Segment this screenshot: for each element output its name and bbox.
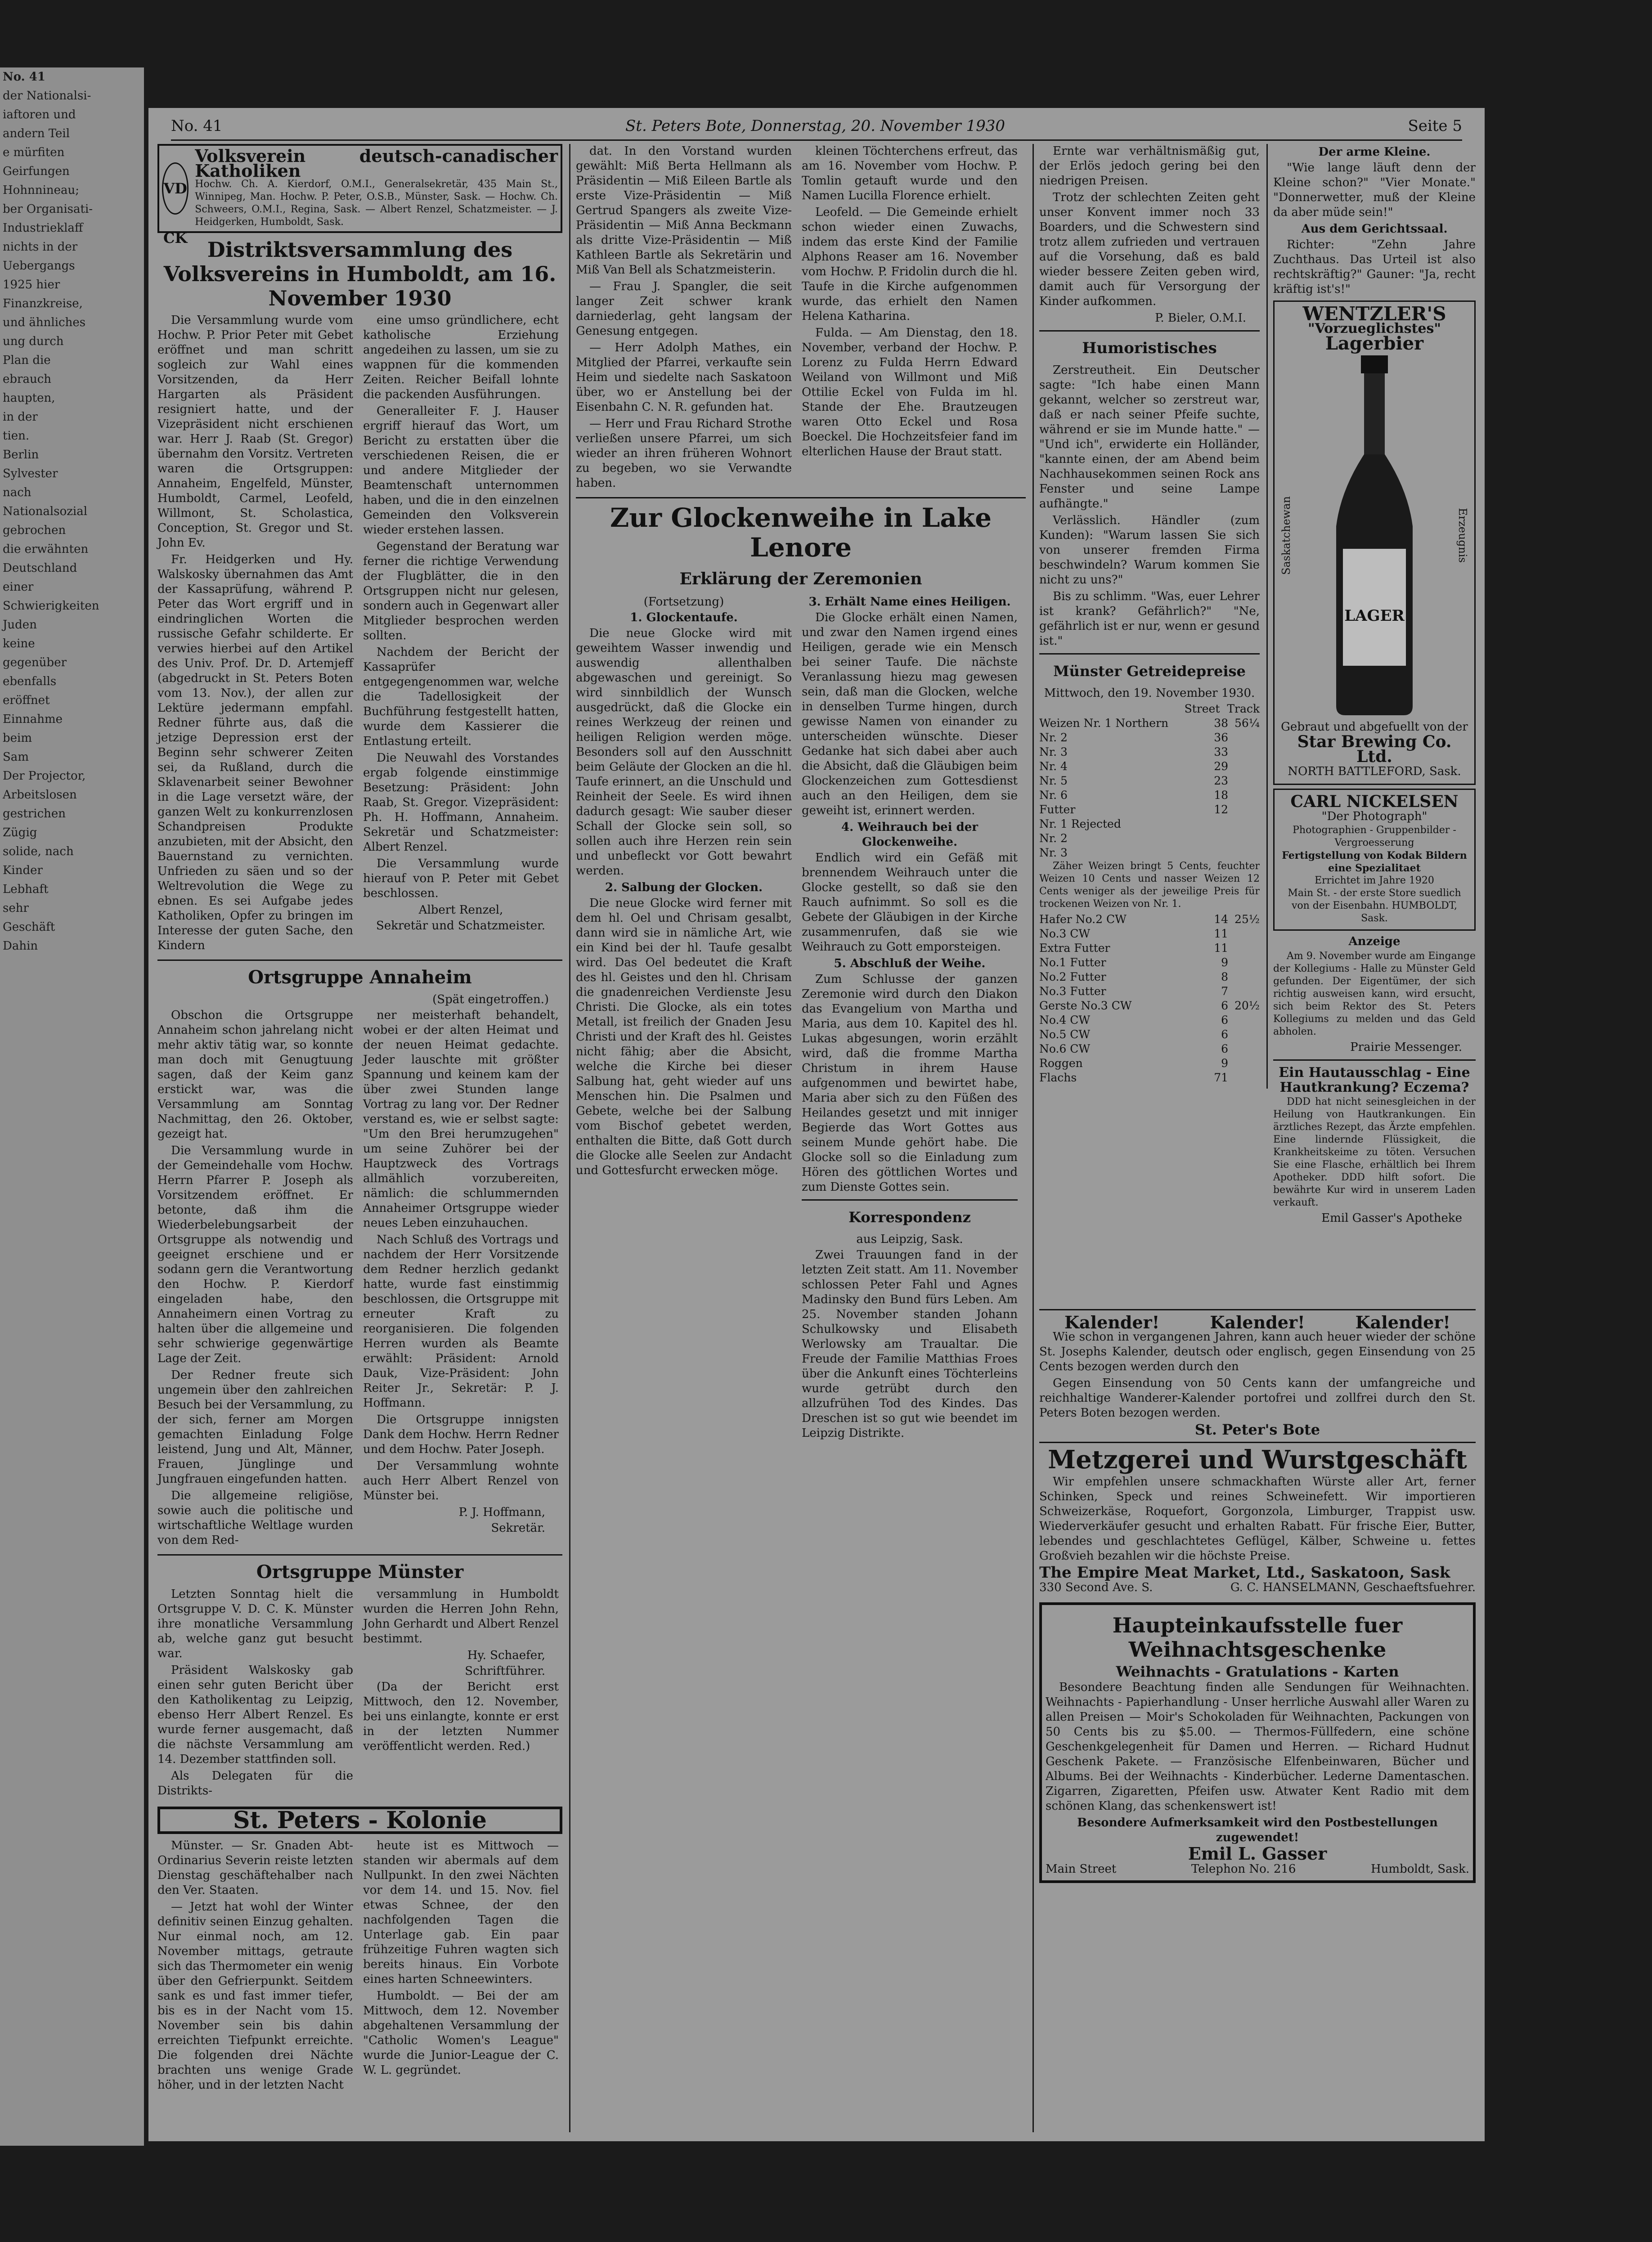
price-row — [1039, 716, 1260, 731]
price-street: 9 — [1221, 956, 1228, 969]
kolonie-para: Humboldt. — Bei der am Mittwoch, dem 12. November abgehaltenen Versammlung der "Catholic Women's League" wurde die Junior-League der C. W. L. gegründet. — [363, 1989, 559, 2077]
section-heading: 5. Abschluß der Weihe. — [834, 957, 986, 970]
price-street: 8 — [1221, 970, 1228, 983]
news-para: Ernte war verhältnismäßig gut, der Erlös jedoch gering bei den niedrigen Preisen. — [1039, 144, 1260, 188]
price-street: 14 — [1214, 913, 1228, 926]
muenster-para: versammlung in Humboldt wurden die Herren John Rehn, John Gerhardt und Albert Renzel bestimmt. — [363, 1587, 559, 1646]
left-page-line: andern Teil — [3, 127, 70, 140]
left-page-line: einer — [3, 580, 34, 594]
price-street: 6 — [1221, 1042, 1228, 1055]
kolonie-right — [363, 1838, 559, 2094]
metzgerei-owner: G. C. HANSELMANN, Geschaeftsfuehrer. — [1230, 1581, 1476, 1594]
annaheim-para: Nach Schluß des Vortrags und nachdem der Herr Vorsitzende dem Redner herzlich gedankt hatte, wurde fast einstimmig beschlossen, die Ortsgruppe mit erneuter Kraft zu reorganisieren. Die folgenden Herren wurden als Beamte erwählt: Präsident: Arnold Dauk, Vize-Präsident: John Reiter Jr., Sekretär: P. J. Hoffmann. — [363, 1233, 559, 1410]
price-row — [1039, 1027, 1260, 1042]
kleine-title: Der arme Kleine. — [1318, 145, 1431, 159]
price-row — [1039, 999, 1260, 1013]
getreide-title: Münster Getreidepreise — [1053, 663, 1246, 680]
annaheim-right — [363, 1008, 559, 1550]
price-row — [1039, 984, 1260, 999]
col2-news — [576, 144, 792, 493]
left-page-line: in der — [3, 410, 38, 424]
price-label: Futter — [1039, 803, 1076, 816]
price-row — [1039, 745, 1260, 759]
gasser-ad — [1039, 1602, 1476, 1883]
col3-news — [802, 144, 1018, 493]
annaheim-para: Die Versammlung wurde in der Gemeindehalle vom Hochw. Herrn Pfarrer P. Joseph als Vorsitzendem eröffnet. Er betonte, daß ihm die Wiederbelebungsarbeit der Ortsgruppe als notwendig und geeignet erschiene und er sodann gern die Verantwortung den Hochw. P. Kierdorf eingeladen habe, den Annaheimern einen Vortrag zu halten über die allgemeine und sehr schwierige gegenwärtige Lage der Zeit. — [157, 1144, 353, 1365]
price-header — [1039, 702, 1260, 716]
price-label: Nr. 3 — [1039, 745, 1068, 758]
section-heading: 4. Weihrauch bei der Glockenweihe. — [841, 821, 978, 849]
annaheim-title: Ortsgruppe Annaheim — [248, 967, 472, 988]
gasser-sub: Weihnachts - Gratulations - Karten — [1116, 1663, 1399, 1680]
kolonie-banner: St. Peters - Kolonie — [233, 1807, 487, 1834]
annaheim-para: Die allgemeine religiöse, sowie auch die politische und wirtschaftliche Weltlage wurden von dem Red- — [157, 1489, 353, 1547]
kolonie-left — [157, 1838, 353, 2094]
gasser-text: Besondere Beachtung finden alle Sendungen für Weihnachten. Weihnachts - Papierhandlung - Unser herrliche Auswahl aller Waren zu allen Preisen — Moir's Schokoladen für Weihnachten, Packungen von 50 Cents bis zu $5.00. — Thermos-Füllfedern, eine schöne Geschenkgelegenheit für Damen und Herren. — Richard Hudnut Geschenk Pakete. — Französische Elfenbeinwaren, Bücher und Albums. Bei der Weihnachts - Kinderbücher. Lederne Damentaschen. Zigarren, Zigaretten, Pfeifen usw. Atwater Kent Radio mit dem schönen Klang, das schenkenswert ist! — [1046, 1681, 1469, 1813]
price-street: 23 — [1214, 774, 1228, 787]
left-page-line: Berlin — [3, 448, 39, 462]
wentzler-tagline: "Vorzueglichstes" — [1307, 321, 1441, 336]
price-track: 56¼ — [1234, 717, 1260, 730]
gasser-footer — [1046, 1862, 1469, 1877]
price-row — [1039, 912, 1260, 927]
left-page-line: nichts in der — [3, 240, 78, 254]
news-para: Fulda. — Am Dienstag, den 18. November, verband der Hochw. P. Lorenz zu Fulda Herrn Edward Weiland von Willmont und Miß Ottilie Eckel von Fulda im hl. Stande der Ehe. Brautzeugen waren Otto Eckel und Rosa Boeckel. Die Hochzeitsfeier fand im elterlichen Hause der Braut statt. — [802, 326, 1018, 458]
price-label: Nr. 1 Rejected — [1039, 817, 1121, 830]
news-para: — Herr und Frau Richard Strothe verließen unsere Pfarrei, um sich wieder an ihren früheren Wohnort zu begeben, wo sie Verwandte haben. — [576, 417, 792, 490]
volksverein-emblem: VD CK — [162, 162, 189, 215]
gasser-city: Humboldt, Sask. — [1371, 1862, 1469, 1876]
distrikt-para: Generalleiter F. J. Hauser ergriff hierauf das Wort, um Bericht zu erstatten über die verschiedenen Reisen, die er und andere Mitglieder der Beamtenschaft unternommen haben, und die in den einzelnen Gemeinden den Volksverein wieder erstehen lassen. — [363, 404, 559, 537]
muenster-left — [157, 1587, 353, 1800]
price-row — [1039, 774, 1260, 788]
signature: Sekretär. — [491, 1521, 545, 1535]
volksverein-box — [157, 144, 562, 247]
distrikt-title: Distriktsversammlung des Volksvereins in Humboldt, am 16. November 1930 — [163, 238, 557, 310]
price-label: No.2 Futter — [1039, 970, 1106, 983]
glocken-para: Die neue Glocke wird ferner mit dem hl. Oel und Chrisam gesalbt, dann wird sie in nämliche Art, wie ein Kind bei der hl. Taufe gesalbt wird. Das Oel bedeutet die Kraft des hl. Geistes und den hl. Chrisam die gnadenreichen Verdienste Jesu Christi. Die Glocke, als ein totes Metall, ist freilich der Gnaden Jesu Christi und der Kraft des hl. Geistes nicht fähig; aber die Absicht, welche die Kirche bei dieser Salbung hat, geht wieder auf uns Menschen hin. Die Psalmen und Gebete, welche bei der Salbung vom Bischof gebetet werden, enthalten die Bitte, daß Gott durch die Glocke alle Seelen zur Andacht und Gottesfurcht erwecken möge. — [576, 897, 792, 1177]
left-page-line: Dahin — [3, 939, 38, 953]
page-header — [171, 112, 1462, 141]
news-para: kleinen Töchterchens erfreut, das am 16. November vom Hochw. P. Tomlin getauft wurde und den Namen Lucilla Florence erhielt. — [802, 144, 1018, 202]
annaheim-para: Der Redner freute sich ungemein über den zahlreichen Besuch bei der Versammlung, zu der sich, ferner am Morgen gemachten Einladung Folge leistend, Jung und Alt, Männer, Frauen, Jünglinge und Jungfrauen eingefunden hatten. — [157, 1368, 353, 1486]
price-row — [1039, 955, 1260, 970]
price-row — [1039, 803, 1260, 817]
kleine-text: "Wie lange läuft denn der Kleine schon?" "Vier Monate." "Donnerwetter, muß der Kleine da aber müde sein!" — [1273, 161, 1476, 219]
left-page-line: Deutschland — [3, 561, 77, 575]
muenster-right — [363, 1587, 559, 1800]
kalender-text: Wie schon in vergangenen Jahren, kann auch heuer wieder der schöne St. Josephs Kalender, deutsch oder englisch, gegen Einsendung von 25 Cents bezogen werden durch den — [1039, 1330, 1476, 1373]
section-heading: 2. Salbung der Glocken. — [605, 881, 763, 894]
distrikt-left — [157, 313, 353, 955]
left-page-line: gebrochen — [3, 524, 66, 537]
price-label: No.3 CW — [1039, 927, 1091, 940]
kalender-sig: St. Peter's Bote — [1194, 1421, 1320, 1438]
left-page-line: und ähnliches — [3, 316, 86, 329]
eczema-sig: Emil Gasser's Apotheke — [1321, 1211, 1462, 1225]
price-table — [1039, 716, 1260, 860]
masthead-date: St. Peters Bote, Donnerstag, 20. November 1930 — [625, 117, 1005, 135]
nickelsen-services: Photographien - Gruppenbilder - Vergroesserung — [1293, 825, 1456, 848]
price-label: Hafer No.2 CW — [1039, 913, 1127, 926]
price-street: 6 — [1221, 1013, 1228, 1027]
wentzler-product: Lagerbier — [1325, 333, 1424, 354]
glocken-para: Zum Schlusse der ganzen Zeremonie wird durch den Diakon das Evangelium von Martha und Maria, aus dem 10. Kapitel des hl. Lukas abgesungen, worin erzählt wird, daß die fromme Martha Christum in ihrem Hause aufgenommen und bewirtet habe, Maria aber sich zu den Füßen des Heilandes gesetzt und mit inniger Begierde das Wort Gottes aus seinem Munde gehört habe. Die Glocke soll so die Einladung zum Hören des göttlichen Wortes und zum Dienste Gottes sein. — [802, 973, 1018, 1194]
lower-right-ads — [1039, 1305, 1476, 1883]
price-label: Flachs — [1039, 1071, 1077, 1084]
left-page-line: Arbeitslosen — [3, 788, 77, 802]
price-label: No.4 CW — [1039, 1013, 1091, 1027]
distrikt-para: Die Versammlung wurde vom Hochw. P. Prior Peter mit Gebet eröffnet und man schritt sogleich zur Wahl eines Vorsitzenden, da Herr Hargarten als Präsident resigniert hatte, und der Vizepräsident nicht erschienen war. Herr J. Raab (St. Gregor) übernahm den Vorsitz. Vertreten waren die Ortsgruppen: Annaheim, Engelfeld, Münster, Humboldt, Carmel, Leofeld, Willmont, St. Scholastica, Conception, St. Gregor und St. John Ev. — [157, 314, 353, 550]
left-page-line: Sylvester — [3, 467, 58, 480]
wentzler-side-right: Erzeugnis — [1456, 507, 1469, 563]
left-page-line: e mürfiten — [3, 146, 65, 159]
wentzler-ad — [1273, 300, 1476, 785]
price-street: 9 — [1221, 1057, 1228, 1070]
price-row — [1039, 970, 1260, 984]
price-row — [1039, 1071, 1260, 1085]
glocken-fortsetzung: (Fortsetzung) — [643, 595, 724, 609]
distrikt-para: Die Versammlung wurde hierauf von P. Peter mit Gebet beschlossen. — [363, 857, 559, 900]
distrikt-right — [363, 313, 559, 955]
left-page-line: Einnahme — [3, 713, 63, 726]
nickelsen-address: Main St. - der erste Store suedlich von der Eisenbahn. HUMBOLDT, Sask. — [1288, 888, 1461, 924]
price-street: 11 — [1214, 942, 1228, 955]
left-page-line: Juden — [3, 618, 37, 632]
left-page-line: Industrieklaff — [3, 221, 83, 235]
kalender-title — [1039, 1312, 1476, 1332]
anzeige-title: Anzeige — [1348, 935, 1401, 948]
nickelsen-kodak: Fertigstellung von Kodak Bildern eine Spezialitaet — [1282, 850, 1467, 874]
price-street: 29 — [1214, 760, 1228, 773]
signature: Sekretär und Schatzmeister. — [376, 919, 545, 933]
left-page-line: Finanzkreise, — [3, 297, 83, 310]
gericht-title: Aus dem Gerichtssaal. — [1301, 222, 1448, 236]
left-page-line: tien. — [3, 429, 30, 443]
humor-item: Bis zu schlimm. "Was, euer Lehrer ist krank? Gefährlich?" "Ne, gefährlich ist er nur, wenn er gesund ist." — [1039, 590, 1260, 648]
price-table-2 — [1039, 912, 1260, 1085]
left-page-line: Geschäft — [3, 920, 55, 934]
left-page-line: iaftoren und — [3, 108, 76, 121]
left-page-line: Lebhaft — [3, 883, 49, 896]
annaheim-para: ner meisterhaft behandelt, wobei er der alten Heimat und der neuen Heimat gedachte. Jeder lauschte mit größter Spannung und keinem kam der über zwei Stunden lange Vortrag zu lang vor. Der Redner verstand es, wie er selbst sagte: "Um den Brei herumzugehen" um seine Zuhörer bei der Hauptzweck des Vortrags allmählich vorzubereiten, nämlich: die schlummernden Annaheimer Ortsgruppe wieder neues Leben einzuhauchen. — [363, 1009, 559, 1230]
kalender-word: Kalender! — [1064, 1312, 1160, 1332]
annaheim-para: Obschon die Ortsgruppe Annaheim schon jahrelang nicht mehr aktiv tätig war, so konnte man doch mit Genugtuung sagen, daß der Keim ganz erstickt war, was die Versammlung am Sonntag Nachmittag, den 26. Oktober, gezeigt hat. — [157, 1009, 353, 1141]
kalender-word: Kalender! — [1210, 1312, 1305, 1332]
price-label: Nr. 2 — [1039, 832, 1068, 845]
issue-number: No. 41 — [171, 117, 223, 135]
price-label: Nr. 3 — [1039, 846, 1068, 859]
left-page-line: die erwähnten — [3, 543, 89, 556]
korrespondenz-title: Korrespondenz — [848, 1209, 971, 1226]
wentzler-maker3: NORTH BATTLEFORD, Sask. — [1288, 765, 1461, 778]
left-page-line: beim — [3, 731, 32, 745]
left-page-line: gegenüber — [3, 656, 67, 669]
price-street: 11 — [1214, 927, 1228, 940]
gasser-name: Emil L. Gasser — [1188, 1843, 1327, 1864]
price-row — [1039, 927, 1260, 941]
left-page-line: eröffnet — [3, 694, 50, 707]
price-street: 18 — [1214, 789, 1228, 802]
muenster-title: Ortsgruppe Münster — [256, 1561, 464, 1583]
kolonie-banner-box — [157, 1807, 562, 1834]
price-street: 7 — [1221, 985, 1228, 998]
bottle-label: LAGER — [1344, 607, 1405, 625]
anzeige-text: Am 9. November wurde am Eingange der Kollegiums - Halle zu Münster Geld gefunden. Der Eigentümer, der sich richtig ausweisen kann, wird ersucht, sich beim Rektor des St. Peters Kollegiums zu melden und das Geld abholen. — [1273, 951, 1476, 1037]
annaheim-para: Der Versammlung wohnte auch Herr Albert Renzel von Münster bei. — [363, 1459, 559, 1502]
left-page-fragment — [0, 67, 144, 2146]
price-label: No.5 CW — [1039, 1028, 1091, 1041]
glocken-left — [576, 594, 792, 1443]
getreide-note: Zäher Weizen bringt 5 Cents, feuchter Weizen 10 Cents und nasser Weizen 12 Cents weniger als der jeweilige Preis für trockenen Weizen von Nr. 1. — [1039, 861, 1260, 910]
price-label: Gerste No.3 CW — [1039, 999, 1132, 1012]
left-page-line: Hohnnineau; — [3, 184, 80, 197]
signature: Albert Renzel, — [418, 903, 503, 917]
price-row — [1039, 831, 1260, 846]
humor-item: Zerstreutheit. Ein Deutscher sagte: "Ich habe einen Mann gekannt, welcher so zerstreut war, daß er nach seiner Pfeife suchte, während er sie im Munde hatte." — "Und ich", erwiderte ein Holländer, "kannte einen, der am Abend beim Nachhausekommen seinen Rock ans Fenster und seine Lampe aufhängte." — [1039, 363, 1260, 511]
left-page-line: Zügig — [3, 826, 37, 839]
left-page-line: der Nationalsi- — [3, 89, 91, 103]
gasser-note: Besondere Aufmerksamkeit wird den Postbestellungen zugewendet! — [1077, 1816, 1438, 1844]
glocken-right — [802, 594, 1018, 1443]
glocken-title: Zur Glockenweihe in Lake Lenore — [610, 502, 992, 563]
left-page-line: sehr — [3, 901, 29, 915]
price-label: Roggen — [1039, 1057, 1083, 1070]
left-page-line: Uebergangs — [3, 259, 75, 273]
left-page-line: Kinder — [3, 864, 43, 877]
editor-note: (Da der Bericht erst Mittwoch, den 12. November, bei uns einlangte, konnte er erst in der letzten Nummer veröffentlicht werden. Red.) — [363, 1680, 559, 1753]
humor-item: Verlässlich. Händler (zum Kunden): "Warum lassen Sie sich von unserer fremden Firma beschwindeln? Warum kommen Sie nicht zu uns?" — [1039, 514, 1260, 587]
column-6 — [1273, 144, 1476, 1227]
price-street: 6 — [1221, 1028, 1228, 1041]
getreide-date: Mittwoch, den 19. November 1930. — [1044, 686, 1255, 700]
price-track: 20½ — [1234, 999, 1260, 1012]
left-page-line: Der Projector, — [3, 769, 86, 783]
col-street: Street — [1184, 702, 1220, 715]
column-1 — [157, 144, 562, 2094]
column-rule — [1032, 144, 1034, 2132]
price-label: Nr. 6 — [1039, 789, 1068, 802]
left-page-line: nach — [3, 486, 31, 499]
col-track: Track — [1227, 702, 1260, 715]
gericht-text: Richter: "Zehn Jahre Zuchthaus. Das Urteil ist also rechtskräftig?" Gauner: "Ja, recht kräftig ist's!" — [1273, 238, 1476, 296]
price-row — [1039, 941, 1260, 955]
nickelsen-ad — [1273, 789, 1476, 931]
left-page-line: Schwierigkeiten — [3, 599, 99, 613]
price-street: 12 — [1214, 803, 1228, 816]
left-page-line: ebenfalls — [3, 675, 57, 688]
glocken-subtitle: Erklärung der Zeremonien — [679, 569, 922, 588]
korrespondenz-para: Zwei Trauungen fand in der letzten Zeit statt. Am 11. November schlossen Peter Fahl und Agnes Madinsky den Bund fürs Leben. Am 25. November standen Johann Schulkowsky und Elisabeth Werlowsky am Traualtar. Die Freude der Familie Matthias Froes über die Ankunft eines Töchterleins wurde getrübt durch den allzufrühen Tod des Kindes. Das Dreschen ist so gut wie beendet im Leipzig Distrikte. — [802, 1248, 1018, 1440]
section-heading: 1. Glockentaufe. — [630, 611, 738, 624]
left-page-line: haupten, — [3, 391, 55, 405]
metzgerei-company: The Empire Meat Market, Ltd., Saskatoon, Sask — [1039, 1564, 1450, 1582]
metzgerei-footer — [1039, 1580, 1476, 1595]
gasser-tel: Telephon No. 216 — [1191, 1862, 1296, 1876]
distrikt-para: Die Neuwahl des Vorstandes ergab folgende einstimmige Besetzung: Präsident: John Raab, St. Gregor. Vizepräsident: Ph. H. Hoffmann, Annaheim. Sekretär und Schatzmeister: Albert Renzel. — [363, 751, 559, 854]
price-label: Nr. 4 — [1039, 760, 1068, 773]
price-row — [1039, 1013, 1260, 1027]
left-page-line: keine — [3, 637, 35, 650]
muenster-para: Als Delegaten für die Distrikts- — [157, 1769, 353, 1798]
price-label: No.1 Futter — [1039, 956, 1106, 969]
distrikt-para: Fr. Heidgerken und Hy. Walskosky übernahmen das Amt der Kassaprüfung, während P. Peter das Wort ergriff und in eindringlichen Worten die russische Gefahr schilderte. Er verwies hierbei auf den Artikel des Univ. Prof. Dr. D. Artemjeff (abgedruckt in St. Peters Boten vom 13. Nov.), der allen zur Lektüre jedermann empfahl. Redner führte aus, daß die jetzige Depression erst der Beginn sehr schwerer Zeiten sei, da Rußland, durch die Sklavenarbeit seiner Bewohner in die Lage versetzt wäre, der ganzen Welt zu konkurrenzlosen Schandpreisen Produkte anzubieten, mit der Absicht, den Bauernstand zu vernichten. Unfrieden zu säen und so der Weltrevolution die Wege zu ebnen. Es sei Aufgabe jedes Katholiken, Opfer zu bringen im Interesse der guten Sache, den Kindern — [157, 553, 353, 952]
signature: Hy. Schaefer, — [467, 1649, 545, 1662]
glocken-para: Die Glocke erhält einen Namen, und zwar den Namen irgend eines Heiligen, gerade wie ein Mensch bei seiner Taufe. Die nächste Veranlassung hiezu mag gewesen sein, daß man die Glocken, welche in denselben Turme hingen, durch gewisse Namen von einander zu unterscheiden wünschte. Dieser Gedanke hat sich dabei aber auch die Absicht, daß die Gläubigen beim Glockenzeichen zum Gottesdienst auch an den Heiligen, dem sie geweiht ist, erinnert werden. — [802, 611, 1018, 817]
signature: Schriftführer. — [465, 1664, 545, 1678]
left-page-line: Nationalsozial — [3, 505, 88, 518]
volksverein-title: Volksverein deutsch-canadischer Katholiken — [195, 146, 558, 181]
price-row — [1039, 1056, 1260, 1071]
muenster-para: Letzten Sonntag hielt die Ortsgruppe V. D. C. K. Münster ihre monatliche Versammlung ab, welche ganz gut besucht war. — [157, 1587, 353, 1660]
left-page-line: ung durch — [3, 335, 64, 348]
distrikt-para: Gegenstand der Beratung war ferner die richtige Verwendung der Flugblätter, die in den Ortsgruppen nicht nur gelesen, sondern auch in Gegenwart aller Mitglieder besprochen werden sollten. — [363, 540, 559, 642]
kalender-word: Kalender! — [1355, 1312, 1450, 1332]
muenster-para: Präsident Walskosky gab einen sehr guten Bericht über den Katholikentag zu Leipzig, ebenso Herr Albert Renzel. Es wurde ferner ausgemacht, daß die nächste Versammlung am 14. Dezember stattfinden soll. — [157, 1664, 353, 1766]
news-para: — Herr Adolph Mathes, ein Mitglied der Pfarrei, verkaufte sein Heim und siedelte nach Saskatoon über, wo er Anstellung bei der Eisenbahn C. N. R. gefunden hat. — [576, 341, 792, 414]
metzgerei-addr: 330 Second Ave. S. — [1039, 1581, 1153, 1594]
column-rule — [569, 144, 570, 2132]
left-page-line: Geirfungen — [3, 165, 70, 178]
glocken-para: Die neue Glocke wird mit geweihtem Wasser inwendig und auswendig allenthalben abgewaschen und gereinigt. So wird sinnbildlich der Wunsch ausgedrückt, daß die Glocke ein reines Werkzeug der reinen und heiligen Religion werden möge. Besonders soll auf den Ausschnitt beim Geläute der Glocken an die hl. Taufe erinnert, an die Unschuld und Reinheit der Seele. Es wird ihnen dadurch gesagt: Wie sauber dieser Schall der Glocke sein soll, so sollen auch ihre Herzen rein sein und unbefleckt vor Gott bewahrt werden. — [576, 627, 792, 878]
left-page-line: Plan die — [3, 354, 51, 367]
column-middle — [576, 144, 1026, 1443]
beer-bottle-icon — [1323, 355, 1426, 715]
left-page-line: 1925 hier — [3, 278, 60, 291]
price-street: 71 — [1214, 1071, 1228, 1084]
price-label: Weizen Nr. 1 Northern — [1039, 717, 1169, 730]
gasser-title: Haupteinkaufsstelle fuer Weihnachtsgeschenke — [1112, 1613, 1403, 1662]
eczema-text: DDD hat nicht seinesgleichen in der Heilung von Hautkrankungen. Ein ärztliches Rezept, das Ärzte empfehlen. Eine lindernde Flüssigkeit, die Krankheitskeime zu töten. Versuchen Sie eine Flasche, erhältlich bei Ihrem Apotheker. DDD hilft sofort. Die bewährte Kur wird in unserem Laden verkauft. — [1273, 1096, 1476, 1208]
news-para: Trotz der schlechten Zeiten geht unser Konvent immer noch 33 Boarders, und die Schwestern sind trotz allem zufrieden und vertrauen auf die Vorsehung, daß es bald wieder bessere Zeiten geben wird, damit auch für Versorgung der Kinder aufkommen. — [1039, 191, 1260, 308]
price-label: Nr. 5 — [1039, 774, 1068, 787]
price-label: Nr. 2 — [1039, 731, 1068, 744]
news-para: dat. In den Vorstand wurden gewählt: Miß Berta Hellmann als Präsidentin — Miß Eileen Bartle als erste Vize-Präsidentin — Miß Gertrud Spangers als zweite Vize-Präsidentin — Miß Anna Beckmann als dritte Vize-Präsidentin — Miß Kathleen Bartle als Sekretärin und Miß Van Bell als Schatzmeisterin. — [576, 144, 792, 277]
price-street: 33 — [1214, 745, 1228, 758]
signature: P. Bieler, O.M.I. — [1155, 311, 1246, 325]
nickelsen-since: Errichtet im Jahre 1920 — [1315, 875, 1434, 886]
column-rule — [1266, 144, 1268, 1089]
price-street: 6 — [1221, 999, 1228, 1012]
signature: P. J. Hoffmann, — [458, 1506, 545, 1519]
annaheim-subtitle: (Spät eingetroffen.) — [432, 993, 549, 1006]
news-para: — Frau J. Spangler, die seit langer Zeit schwer krank darniederlag, geht langsam der Genesung entgegen. — [576, 280, 792, 338]
left-page-line: ber Organisati- — [3, 202, 93, 216]
price-row — [1039, 817, 1260, 831]
left-page-line: Sam — [3, 750, 29, 764]
korrespondenz-place: aus Leipzig, Sask. — [856, 1233, 963, 1246]
metzgerei-title: Metzgerei und Wurstgeschäft — [1048, 1445, 1467, 1475]
anzeige-sig: Prairie Messenger. — [1350, 1040, 1462, 1054]
annaheim-para: Die Ortsgruppe innigsten Dank dem Hochw. Herrn Redner und dem Hochw. Pater Joseph. — [363, 1413, 559, 1456]
wentzler-maker1: Gebraut und abgefuellt von der — [1281, 720, 1468, 734]
news-para: Leofeld. — Die Gemeinde erhielt schon wieder einen Zuwachs, indem das erste Kind der Familie Alphons Reaser am 16. November vom Hochw. P. Fridolin durch die hl. Taufe in die Kirche aufgenommen wurde, das erhielt den Namen Helena Katharina. — [802, 206, 1018, 323]
wentzler-side-left: Saskatchewan — [1280, 496, 1293, 575]
distrikt-para: Nachdem der Bericht der Kassaprüfer entgegengenommen war, welche die Tadellosigkeit der Buchführung festgestellt hatten, wurde dem Kassierer die Entlastung erteilt. — [363, 646, 559, 748]
left-page-lines — [0, 86, 144, 955]
price-row — [1039, 1042, 1260, 1056]
price-label: Extra Futter — [1039, 942, 1110, 955]
annaheim-left — [157, 1008, 353, 1550]
price-row — [1039, 731, 1260, 745]
left-page-line: gestrichen — [3, 807, 66, 821]
price-row — [1039, 788, 1260, 803]
kalender-text: Gegen Einsendung von 50 Cents kann der umfangreiche und reichhaltige Wanderer-Kalender portofrei und zollfrei durch den St. Peters Boten bezogen werden. — [1039, 1377, 1476, 1420]
price-street: 36 — [1214, 731, 1228, 744]
price-row — [1039, 846, 1260, 860]
wentzler-brand: WENTZLER'S — [1302, 303, 1446, 325]
left-page-line: ebrauch — [3, 372, 52, 386]
glocken-para: Endlich wird ein Gefäß mit brennendem Weihrauch unter die Glocke gestellt, so daß sie den Rauch aufnimmt. So soll es die Gebete der Gläubigen in der Kirche zusammenrufen, daß sie wie Weihrauch zu Gott emporsteigen. — [802, 851, 1018, 954]
kolonie-para: Münster. — Sr. Gnaden Abt-Ordinarius Severin reiste letzten Dienstag geschäftehalber nach den Ver. Staaten. — [157, 1839, 353, 1897]
left-page-line: solide, nach — [3, 845, 74, 858]
newspaper-page — [148, 108, 1485, 2141]
volksverein-officers: Hochw. Ch. A. Kierdorf, O.M.I., Generalsekretär, 435 Main St., Winnipeg, Man. Hochw. P. Peter, O.S.B., Münster, Sask. — Hochw. Ch. Schweers, O.M.I., Regina, Sask. — Albert Renzel, Schatzmeister. — J. Heidgerken, Humboldt, Sask. — [195, 179, 558, 228]
distrikt-para: eine umso gründlichere, echt katholische Erziehung angedeihen zu lassen, um sie zu wappnen für die kommenden Zeiten. Reicher Beifall lohnte die packenden Ausführungen. — [363, 314, 559, 401]
wentzler-maker2: Star Brewing Co. Ltd. — [1297, 732, 1452, 766]
kolonie-para: — Jetzt hat wohl der Winter definitiv seinen Einzug gehalten. Nur einmal noch, am 12. November mittags, getraute sich das Thermometer ein wenig über den Gefrierpunkt. Seitdem sank es und fast immer tiefer, bis es in der Nacht vom 15. November sein bis dahin erreichten Tiefpunkt erreichte. Die folgenden drei Nächte brachten uns wenige Grade höher, und in der letzten Nacht — [157, 1900, 353, 2092]
price-row — [1039, 759, 1260, 774]
page-number: Seite 5 — [1408, 117, 1462, 135]
humor-title: Humoristisches — [1082, 339, 1217, 357]
gasser-street: Main Street — [1046, 1862, 1117, 1876]
section-heading: 3. Erhält Name eines Heiligen. — [808, 595, 1011, 609]
kolonie-para: heute ist es Mittwoch — standen wir abermals auf dem Nullpunkt. In den zwei Nächten vor dem 14. und 15. Nov. fiel etwas Schnee, der den nachfolgenden Tagen die Unterlage gab. Ein paar frühzeitige Fuhren wagten sich bereits hinaus. Ein Vorbote eines harten Schneewinters. — [363, 1839, 559, 1986]
left-page-header: No. 41 — [3, 70, 45, 84]
nickelsen-tag: "Der Photograph" — [1321, 810, 1428, 823]
price-street: 38 — [1214, 717, 1228, 730]
price-label: No.3 Futter — [1039, 985, 1106, 998]
nickelsen-name: CARL NICKELSEN — [1290, 792, 1459, 811]
eczema-title: Ein Hautausschlag - Eine Hautkrankung? Eczema? — [1279, 1065, 1470, 1095]
price-track: 25½ — [1234, 913, 1260, 926]
column-5 — [1039, 144, 1260, 1085]
metzgerei-text: Wir empfehlen unsere schmackhaften Würste aller Art, ferner Schinken, Speck und reines Schweinefett. Wir importieren Schweizerkäse, Roquefort, Gorgonzola, Limburger, Trappist usw. Wiederverkäufer gesucht und erhalten Rabatt. Für frische Eier, Butter, lebendes und geschlachtetes Geflügel, Kälber, Schweine u. fettes Großvieh bezahlen wir die höchste Preise. — [1039, 1475, 1476, 1563]
price-label: No.6 CW — [1039, 1042, 1091, 1055]
